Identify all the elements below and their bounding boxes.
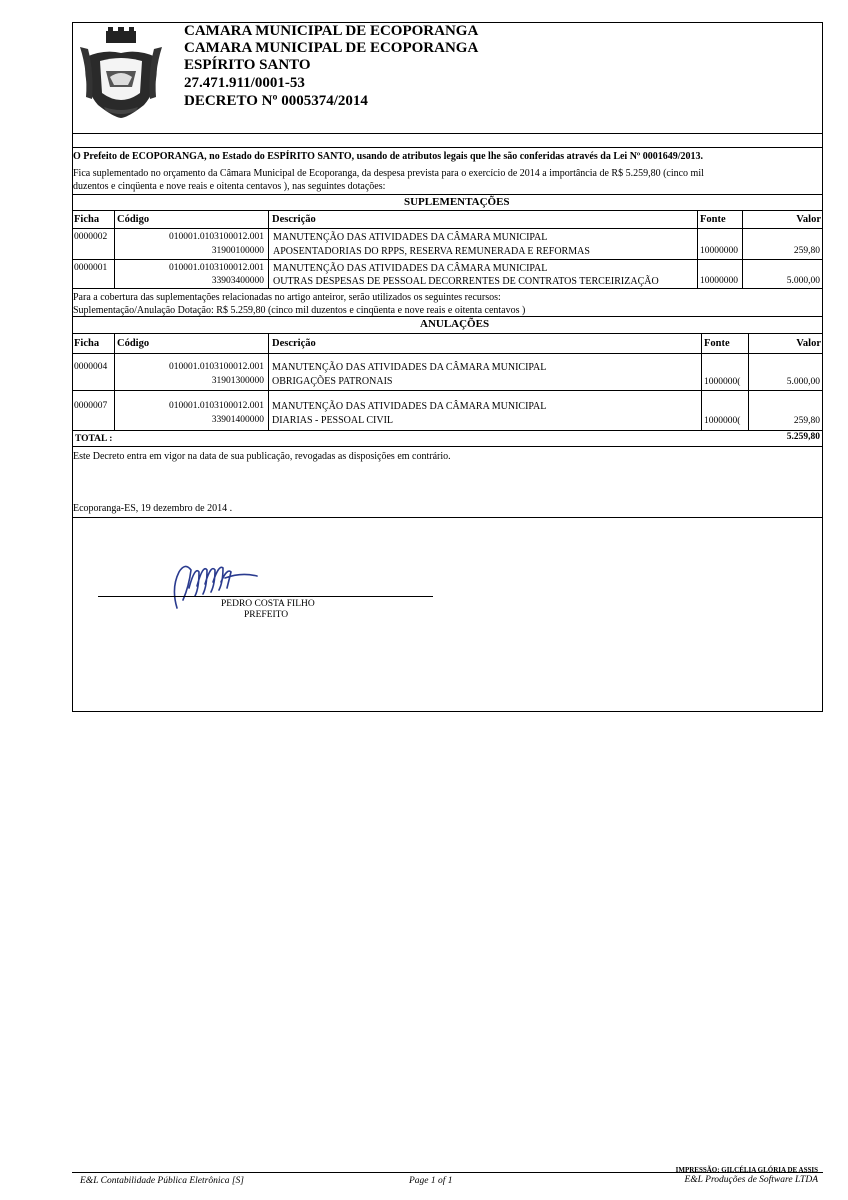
col-codigo-header: Código xyxy=(117,338,150,349)
column-rule xyxy=(114,210,115,288)
col-descricao-header: Descrição xyxy=(272,338,316,349)
divider xyxy=(72,333,823,334)
col-codigo-header: Código xyxy=(117,214,150,225)
decree-number: DECRETO Nº 0005374/2014 xyxy=(184,93,368,109)
anulacoes-title: ANULAÇÕES xyxy=(420,318,490,330)
col-fonte-header: Fonte xyxy=(704,338,730,349)
codigo-element-cell: 31900100000 xyxy=(211,246,264,256)
codigo-element-cell: 33901400000 xyxy=(211,415,264,425)
signatory-name: PEDRO COSTA FILHO xyxy=(221,599,315,609)
fonte-cell: 10000000 xyxy=(700,246,738,256)
header-cnpj: 27.471.911/0001-53 xyxy=(184,75,305,91)
divider xyxy=(72,353,823,354)
valor-cell: 5.000,00 xyxy=(786,377,820,387)
ficha-cell: 0000004 xyxy=(74,362,108,372)
descricao-cell: MANUTENÇÃO DAS ATIVIDADES DA CÂMARA MUNICIPAL xyxy=(272,362,547,373)
suplementacoes-title: SUPLEMENTAÇÕES xyxy=(404,196,510,208)
valor-cell: 259,80 xyxy=(793,246,820,256)
footer-left: E&L Contabilidade Pública Eletrônica [S] xyxy=(80,1176,244,1186)
col-valor-header: Valor xyxy=(796,338,821,349)
vigor-clause: Este Decreto entra em vigor na data de sua publicação, revogadas as disposições em contrário. xyxy=(73,451,451,462)
codigo-cell: 010001.0103100012.001 xyxy=(169,263,264,273)
descricao-cell: MANUTENÇÃO DAS ATIVIDADES DA CÂMARA MUNICIPAL xyxy=(273,232,548,243)
valor-cell: 259,80 xyxy=(793,416,820,426)
col-fonte-header: Fonte xyxy=(700,214,726,225)
divider xyxy=(72,228,823,229)
descricao-detail-cell: OBRIGAÇÕES PATRONAIS xyxy=(272,376,393,387)
divider xyxy=(72,147,823,148)
descricao-detail-cell: OUTRAS DESPESAS DE PESSOAL DECORRENTES DE CONTRATOS TERCEIRIZAÇÃO xyxy=(273,276,659,287)
col-ficha-header: Ficha xyxy=(74,214,100,225)
divider xyxy=(72,517,823,518)
ficha-cell: 0000002 xyxy=(74,232,108,242)
codigo-cell: 010001.0103100012.001 xyxy=(169,232,264,242)
page-number: Page 1 of 1 xyxy=(409,1176,453,1186)
divider xyxy=(72,210,823,211)
divider xyxy=(72,259,823,260)
codigo-cell: 010001.0103100012.001 xyxy=(169,362,264,372)
column-rule xyxy=(748,333,749,430)
intro-line-2: duzentos e cinqüenta e nove reais e oitenta centavos ), nas seguintes dotações: xyxy=(73,181,386,192)
signatory-role: PREFEITO xyxy=(244,610,289,620)
ficha-cell: 0000001 xyxy=(74,263,108,273)
column-rule xyxy=(268,333,269,430)
col-descricao-header: Descrição xyxy=(272,214,316,225)
printed-by: IMPRESSÃO: GILCÉLIA GLÓRIA DE ASSIS xyxy=(675,1166,818,1174)
column-rule xyxy=(742,210,743,288)
municipal-seal-icon xyxy=(78,27,164,119)
descricao-detail-cell: APOSENTADORIAS DO RPPS, RESERVA REMUNERADA E REFORMAS xyxy=(273,246,590,257)
column-rule xyxy=(701,333,702,430)
header-line-1: CAMARA MUNICIPAL DE ECOPORANGA xyxy=(184,23,479,39)
footer-right: E&L Produções de Software LTDA xyxy=(684,1175,818,1185)
cobertura-line-2: Suplementação/Anulação Dotação: R$ 5.259,80 (cinco mil duzentos e cinqüenta e nove reais e oitenta centavos ) xyxy=(73,305,526,316)
column-rule xyxy=(114,333,115,430)
fonte-cell: 1000000( xyxy=(704,377,741,387)
descricao-cell: MANUTENÇÃO DAS ATIVIDADES DA CÂMARA MUNICIPAL xyxy=(273,263,548,274)
column-rule xyxy=(697,210,698,288)
column-rule xyxy=(268,210,269,288)
descricao-detail-cell: DIARIAS - PESSOAL CIVIL xyxy=(272,415,394,426)
divider xyxy=(72,316,823,317)
intro-line-1: Fica suplementado no orçamento da Câmara Municipal de Ecoporanga, da despesa prevista para o exercício de 2014 a importância de R$ 5.259,80 (cinco mil xyxy=(73,168,704,179)
total-value: 5.259,80 xyxy=(786,432,820,442)
header-line-2: CAMARA MUNICIPAL DE ECOPORANGA xyxy=(184,40,479,56)
codigo-element-cell: 33903400000 xyxy=(211,276,264,286)
fonte-cell: 10000000 xyxy=(700,276,738,286)
descricao-cell: MANUTENÇÃO DAS ATIVIDADES DA CÂMARA MUNICIPAL xyxy=(272,401,547,412)
valor-cell: 5.000,00 xyxy=(786,276,820,286)
divider xyxy=(72,430,823,431)
codigo-cell: 010001.0103100012.001 xyxy=(169,401,264,411)
signature-line xyxy=(98,596,433,597)
total-label: TOTAL : xyxy=(75,434,113,444)
col-ficha-header: Ficha xyxy=(74,338,100,349)
fonte-cell: 1000000( xyxy=(704,416,741,426)
codigo-element-cell: 31901300000 xyxy=(211,376,264,386)
divider xyxy=(72,133,823,134)
divider xyxy=(72,390,823,391)
divider xyxy=(72,194,823,195)
cobertura-line-1: Para a cobertura das suplementações relacionadas no artigo anteiror, serão utilizados os seguintes recursos: xyxy=(73,292,501,303)
header-line-3: ESPÍRITO SANTO xyxy=(184,57,311,73)
preamble: O Prefeito de ECOPORANGA, no Estado do ESPÍRITO SANTO, usando de atributos legais que lhe são conferidas através da Lei Nº 0001649/2013. xyxy=(73,151,704,162)
place-date: Ecoporanga-ES, 19 dezembro de 2014 . xyxy=(73,503,233,514)
divider xyxy=(72,288,823,289)
divider xyxy=(72,446,823,447)
col-valor-header: Valor xyxy=(796,214,821,225)
ficha-cell: 0000007 xyxy=(74,401,108,411)
